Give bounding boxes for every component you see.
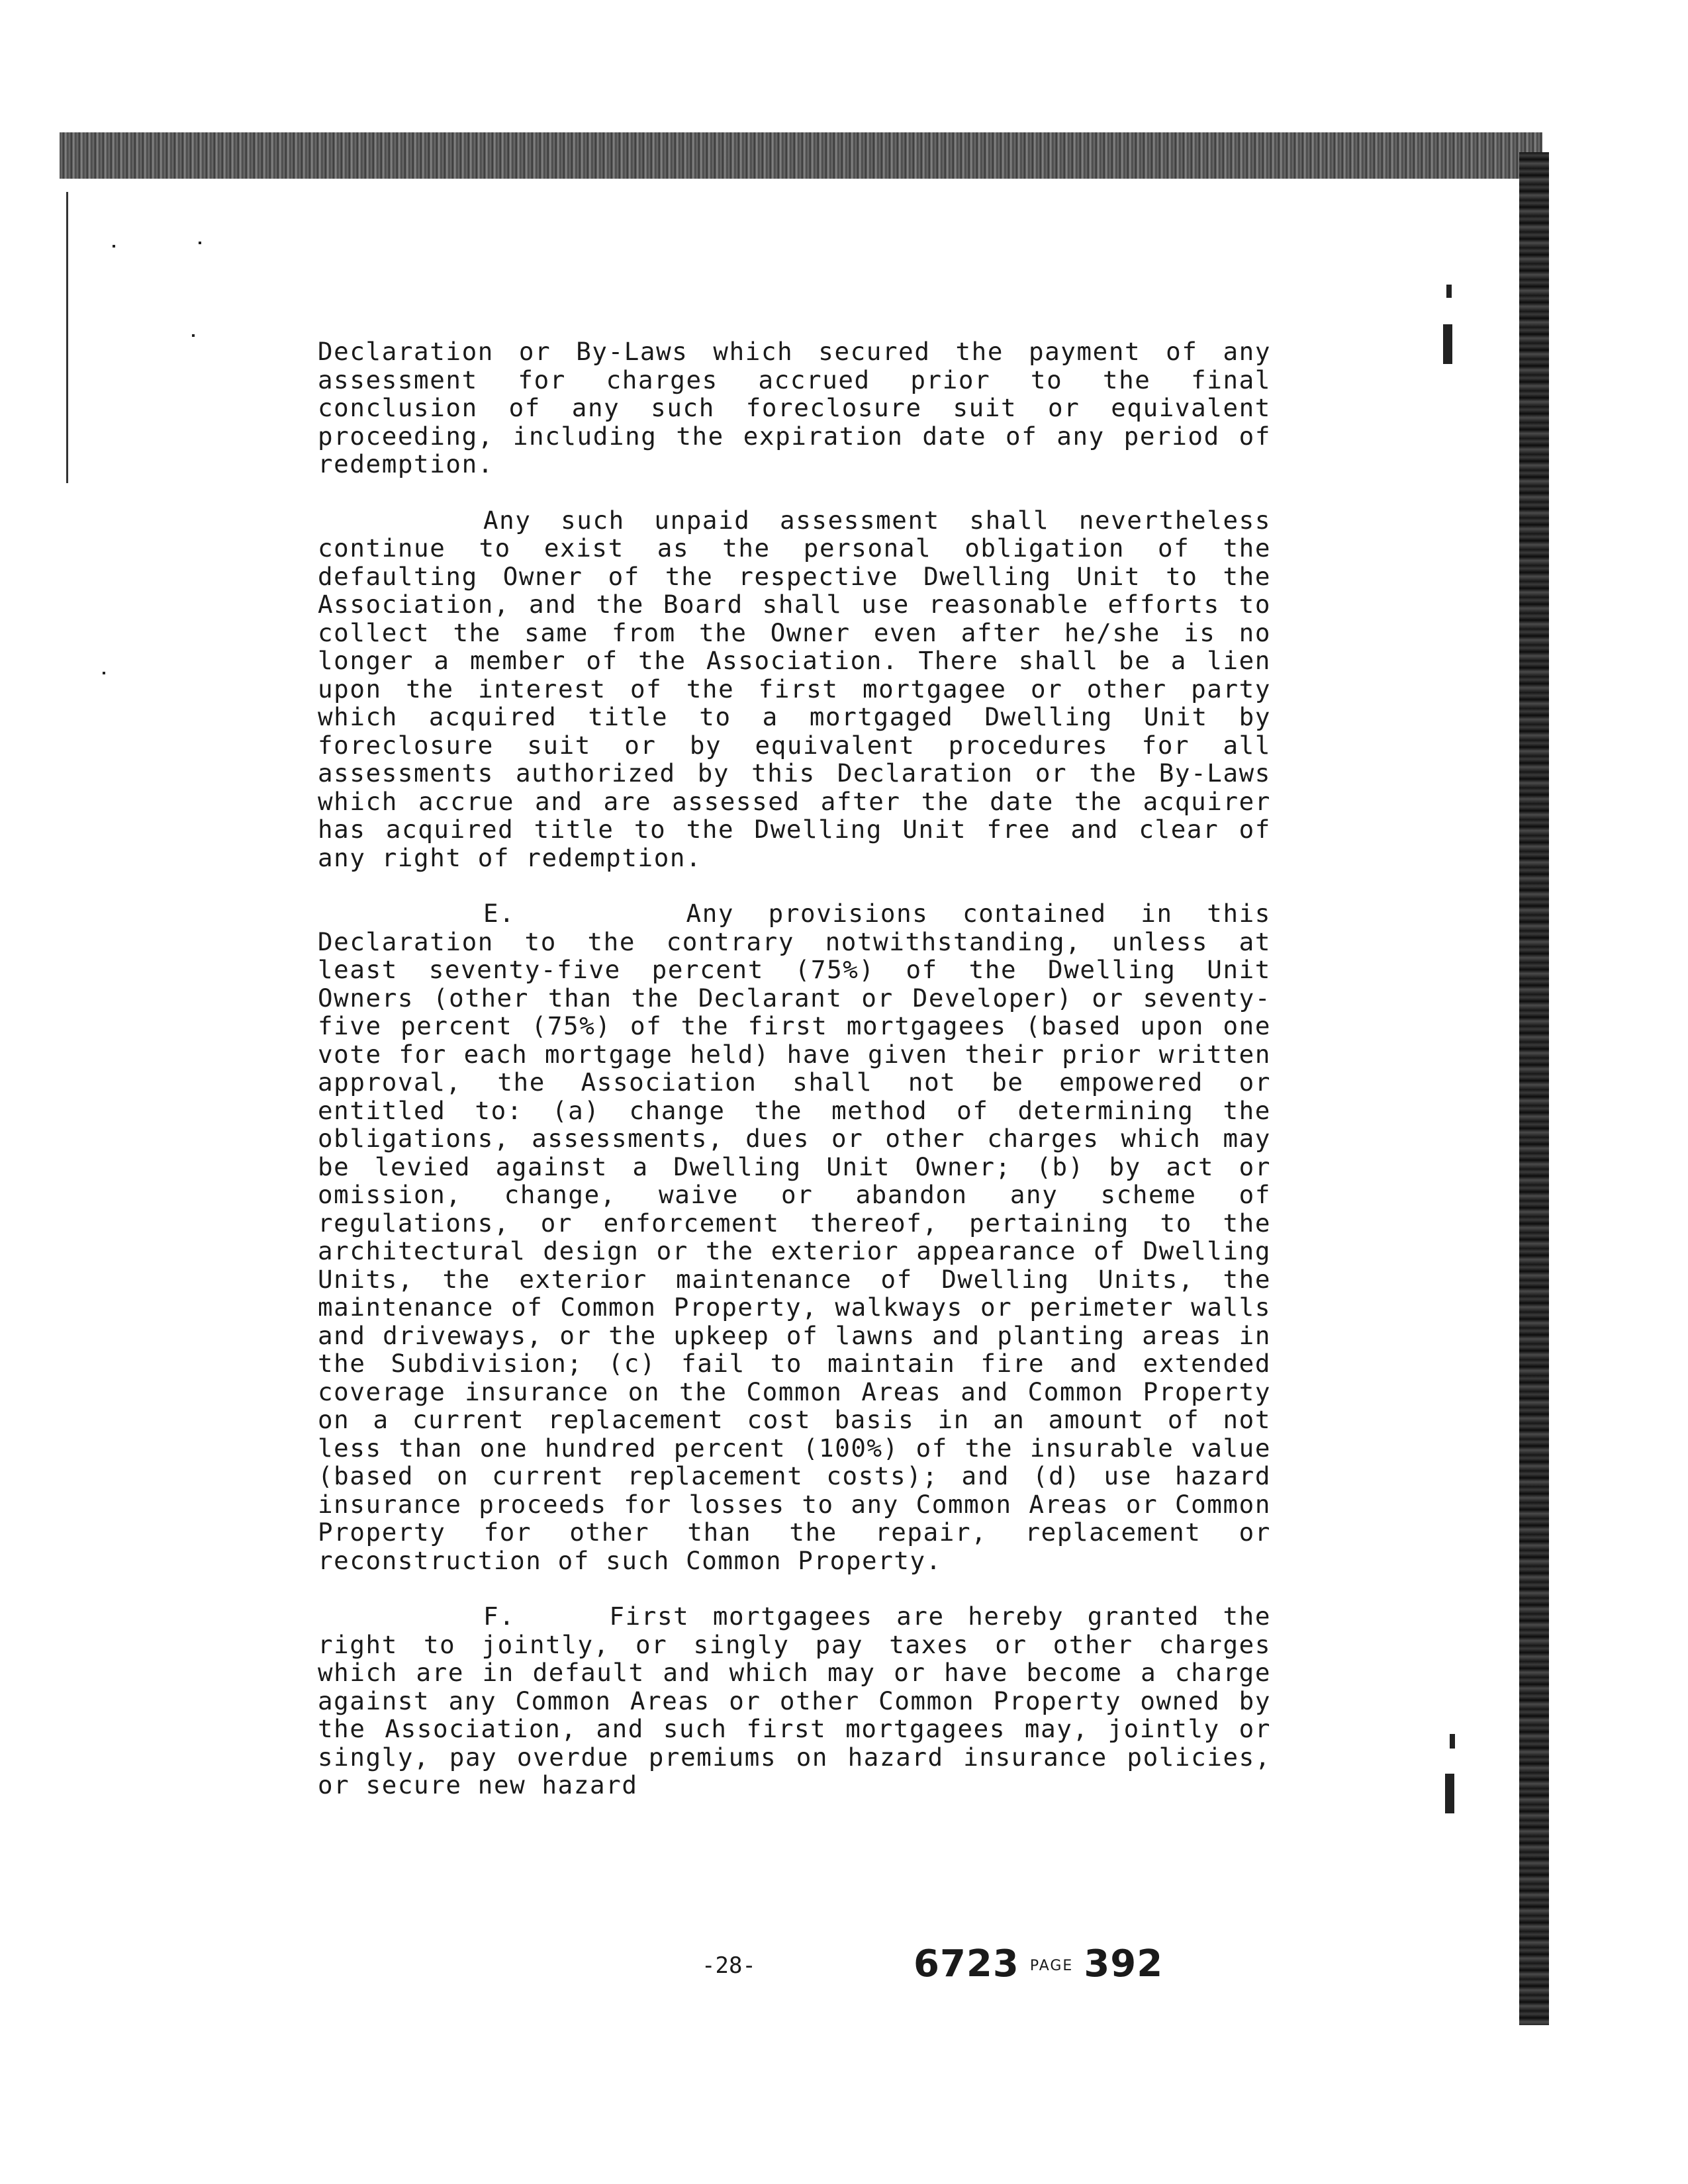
scan-speck xyxy=(1445,1774,1454,1813)
paragraph-unpaid-assessment xyxy=(318,506,1271,872)
scan-speck xyxy=(192,334,195,337)
scan-right-border xyxy=(1519,152,1549,2025)
paragraph-label: E. xyxy=(483,899,516,928)
scan-speck xyxy=(113,245,115,248)
page-number: -28- xyxy=(702,1952,756,1979)
scan-speck xyxy=(1446,285,1452,298)
paragraph-f xyxy=(318,1602,1271,1799)
paragraph-e xyxy=(318,899,1271,1574)
scan-speck xyxy=(103,672,105,674)
paragraph-text: First mortgagees are hereby granted the right to jointly, or singly pay taxes or other charges which are in default and which may or have become a charge against any Common Areas or other Common Property owned by the Association, and such first mortgagees may, jointly or singly, pay overdue premiums on hazard insurance policies, or secure new hazard xyxy=(318,1602,1271,1799)
scan-speck xyxy=(1450,1734,1455,1749)
paragraph-text: Declaration or By-Laws which secured the payment of any assessment for charges accrued prior to the final conclusion of any such foreclosure suit or equivalent proceeding, including the expiration date of any period of redemption. xyxy=(318,337,1271,478)
scan-speck xyxy=(199,242,201,244)
document-body xyxy=(318,338,1271,1799)
book-number: 6723 xyxy=(914,1942,1019,1985)
paragraph-label: F. xyxy=(483,1602,516,1631)
scan-left-edge-line xyxy=(66,192,68,483)
paragraph-continuation xyxy=(318,338,1271,478)
scan-top-border-edge xyxy=(60,179,1529,192)
book-page-number: 392 xyxy=(1084,1942,1164,1985)
paragraph-text: Any such unpaid assessment shall nevertheless continue to exist as the personal obligation of the defaulting Owner of the respective Dwelling Unit to the Association, and the Board shall use reasonable efforts to collect the same from the Owner even after he/she is no longer a member of the Association. There shall be a lien upon the interest of the first mortgagee or other party which acquired title to a mortgaged Dwelling Unit by foreclosure suit or by equivalent procedures for all assessments authorized by this Declaration or the By-Laws which accrue and are assessed after the date the acquirer has acquired title to the Dwelling Unit free and clear of any right of redemption. xyxy=(318,505,1271,872)
scan-speck xyxy=(1443,324,1452,364)
paragraph-text: Any provisions contained in this Declaration to the contrary notwithstanding, unless at least seventy-five percent (75%) of the Dwelling Unit Owners (other than the Declarant or Developer) or seventy-five percent (75%) of the first mortgagees (based upon one vote for each mortgage held) have given their prior written approval, the Association shall not be empowered or entitled to: (a) change the method of determining the obligations, assessments, dues or other charges which may be levied against a Dwelling Unit Owner; (b) by act or omission, change, waive or abandon any scheme of regulations, or enforcement thereof, pertaining to the architectural design or the exterior appearance of Dwelling Units, the exterior maintenance of Dwelling Units, the maintenance of Common Property, walkways or perimeter walls and driveways, or the upkeep of lawns and planting areas in the Subdivision; (c) fail to maintain fire and extended coverage insurance on the Common Areas and Common Property on a current replacement cost basis in an amount of not less than one hundred percent (100%) of the insurable value (based on current replacement costs); and (d) use hazard insurance proceeds for losses to any Common Areas or Common Property for other than the repair, replacement or reconstruction of such Common Property. xyxy=(318,899,1271,1575)
recording-stamp xyxy=(914,1942,1163,1985)
book-page-word: PAGE xyxy=(1029,1958,1074,1975)
